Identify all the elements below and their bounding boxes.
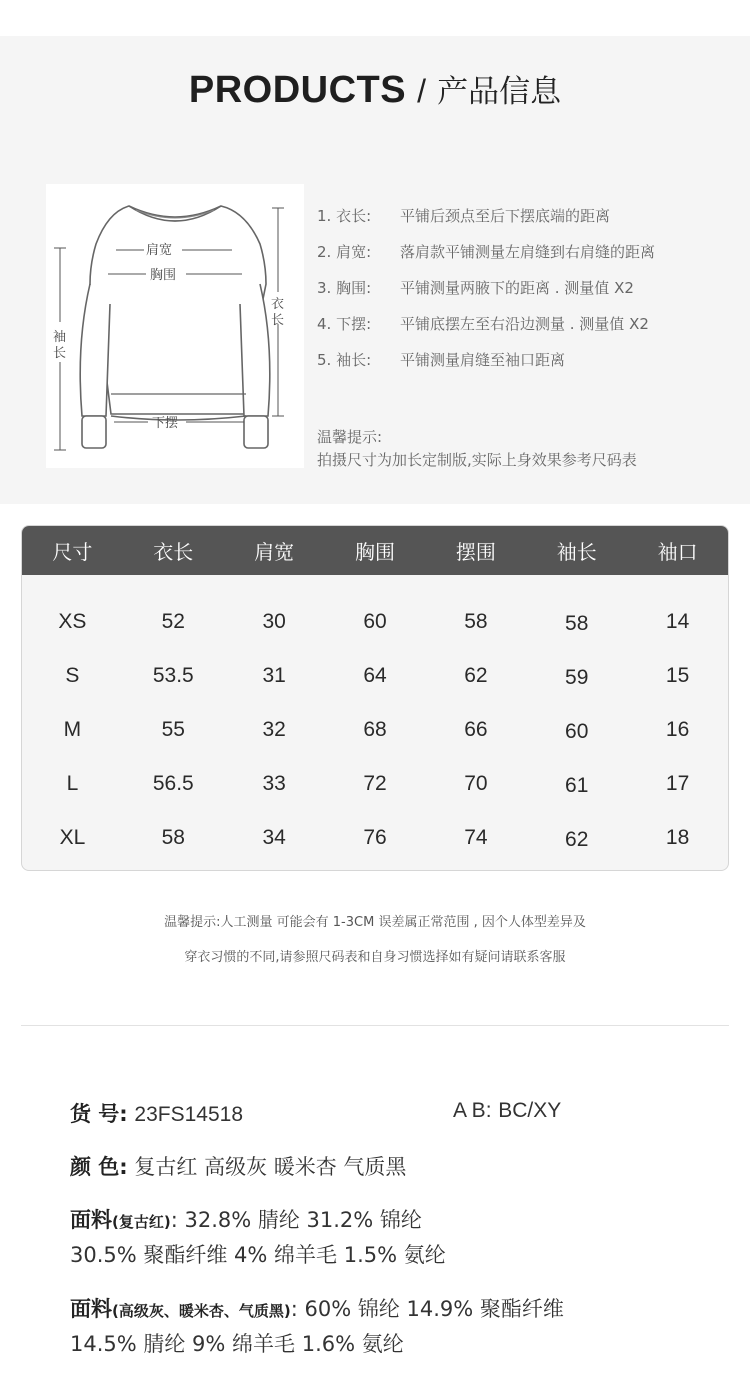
column-header: 衣长: [153, 540, 194, 564]
table-cell: 68: [363, 718, 387, 741]
fabric-red-line-2: 30.5% 聚酯纤维 4% 绵羊毛 1.5% 氨纶: [70, 1243, 446, 1267]
fabric-other-label: 面料: [70, 1297, 112, 1321]
fabric-red-note: (复古红): [112, 1213, 171, 1231]
ab-value: BC/XY: [498, 1099, 562, 1122]
fabric-red-label: 面料: [70, 1208, 112, 1232]
table-cell: 62: [464, 664, 488, 687]
table-cell: 64: [363, 664, 387, 687]
table-cell: 72: [363, 772, 387, 795]
sweater-measurement-diagram: [46, 184, 304, 468]
column-header: 尺寸: [52, 540, 93, 564]
table-cell: 61: [565, 774, 589, 797]
title-english: PRODUCTS: [188, 69, 407, 111]
table-row: [22, 703, 728, 757]
table-cell: 70: [464, 772, 488, 795]
table-cell: 53.5: [152, 664, 194, 687]
table-cell: M: [63, 718, 82, 741]
table-cell: 52: [161, 610, 185, 633]
section-divider: [21, 1025, 729, 1026]
list-item: 5. 袖长: 平铺测量肩缝至袖口距离: [317, 351, 566, 369]
table-row: [22, 595, 728, 649]
size-table: [21, 525, 729, 871]
table-cell: 60: [363, 610, 387, 633]
table-cell: L: [66, 772, 79, 795]
table-cell: 66: [464, 718, 488, 741]
table-cell: 34: [262, 826, 286, 849]
column-header: 肩宽: [254, 540, 295, 564]
product-code-value: 23FS14518: [134, 1103, 243, 1126]
measurement-note-line-2: 穿衣习惯的不同,请参照尺码表和自身习惯选择如有疑问请联系客服: [184, 950, 566, 965]
table-cell: 14: [665, 610, 690, 633]
label-hem: 下摆: [152, 416, 179, 431]
label-sleeve-2: 长: [53, 346, 67, 361]
list-item: 4. 下摆: 平铺底摆左至右沿边测量 . 测量值 X2: [317, 315, 649, 333]
table-cell: 18: [665, 826, 690, 849]
fabric-red-line-1: : 32.8% 腈纶 31.2% 锦纶: [170, 1208, 422, 1232]
product-code: [70, 1098, 243, 1128]
size-table-header: [22, 526, 728, 575]
product-code-label: 货 号:: [70, 1102, 128, 1126]
label-shoulder: 肩宽: [146, 243, 173, 258]
ab-version: [453, 1098, 561, 1123]
table-cell: XL: [59, 826, 86, 849]
table-cell: 33: [262, 772, 286, 795]
column-header: 袖长: [556, 540, 597, 564]
label-length-2: 长: [271, 313, 285, 328]
table-cell: 74: [464, 826, 488, 849]
table-cell: 30: [262, 610, 286, 633]
list-item: 3. 胸围: 平铺测量两腋下的距离 . 测量值 X2: [317, 279, 634, 297]
table-cell: 59: [565, 666, 589, 689]
table-row: [22, 757, 728, 811]
table-cell: 58: [161, 826, 185, 849]
label-sleeve-1: 袖: [53, 330, 67, 345]
column-header: 摆围: [455, 540, 496, 564]
table-row: [22, 649, 728, 703]
color-label: 颜 色:: [70, 1155, 128, 1179]
fabric-other-line-2: 14.5% 腈纶 9% 绵羊毛 1.6% 氨纶: [70, 1332, 404, 1356]
table-cell: 16: [665, 718, 690, 741]
table-cell: 55: [161, 718, 185, 741]
title-separator: /: [417, 73, 427, 109]
ab-label: A B:: [453, 1099, 492, 1122]
table-cell: 62: [565, 828, 589, 851]
column-header: 袖口: [657, 540, 698, 564]
table-cell: S: [65, 664, 80, 687]
table-cell: 60: [565, 720, 589, 743]
table-cell: 32: [262, 718, 286, 741]
tips-title: 温馨提示:: [317, 428, 383, 446]
table-cell: 58: [565, 612, 589, 635]
table-cell: 76: [363, 826, 387, 849]
measurement-note-line-1: 温馨提示:人工测量 可能会有 1-3CM 误差属正常范围 , 因个人体型差异及: [164, 915, 586, 930]
table-cell: 56.5: [152, 772, 194, 795]
page-title: [0, 66, 750, 112]
color-value: 复古红 高级灰 暖米杏 气质黑: [134, 1155, 407, 1179]
fabric-other-note: (高级灰、暖米杏、气质黑): [112, 1302, 291, 1320]
tips-text: 拍摄尺寸为加长定制版,实际上身效果参考尺码表: [317, 451, 637, 469]
measurement-guide: [317, 205, 737, 385]
title-chinese: 产品信息: [437, 74, 562, 110]
table-row: [22, 811, 728, 865]
list-item: 1. 衣长: 平铺后颈点至后下摆底端的距离: [317, 207, 611, 225]
sweater-illustration: [46, 184, 304, 468]
column-header: 胸围: [355, 540, 395, 564]
fabric-red: [70, 1204, 422, 1234]
table-cell: 17: [665, 772, 690, 795]
list-item: 2. 肩宽: 落肩款平铺测量左肩缝到右肩缝的距离: [317, 243, 656, 261]
size-table-body: [22, 575, 728, 865]
label-length-1: 衣: [271, 297, 285, 312]
fabric-other-line-1: : 60% 锦纶 14.9% 聚酯纤维: [290, 1297, 564, 1321]
table-cell: XS: [58, 610, 87, 633]
label-chest: 胸围: [150, 268, 177, 283]
table-cell: 15: [665, 664, 690, 687]
table-cell: 31: [262, 664, 286, 687]
product-colors: [70, 1151, 406, 1181]
table-cell: 58: [464, 610, 488, 633]
fabric-other: [70, 1293, 564, 1323]
